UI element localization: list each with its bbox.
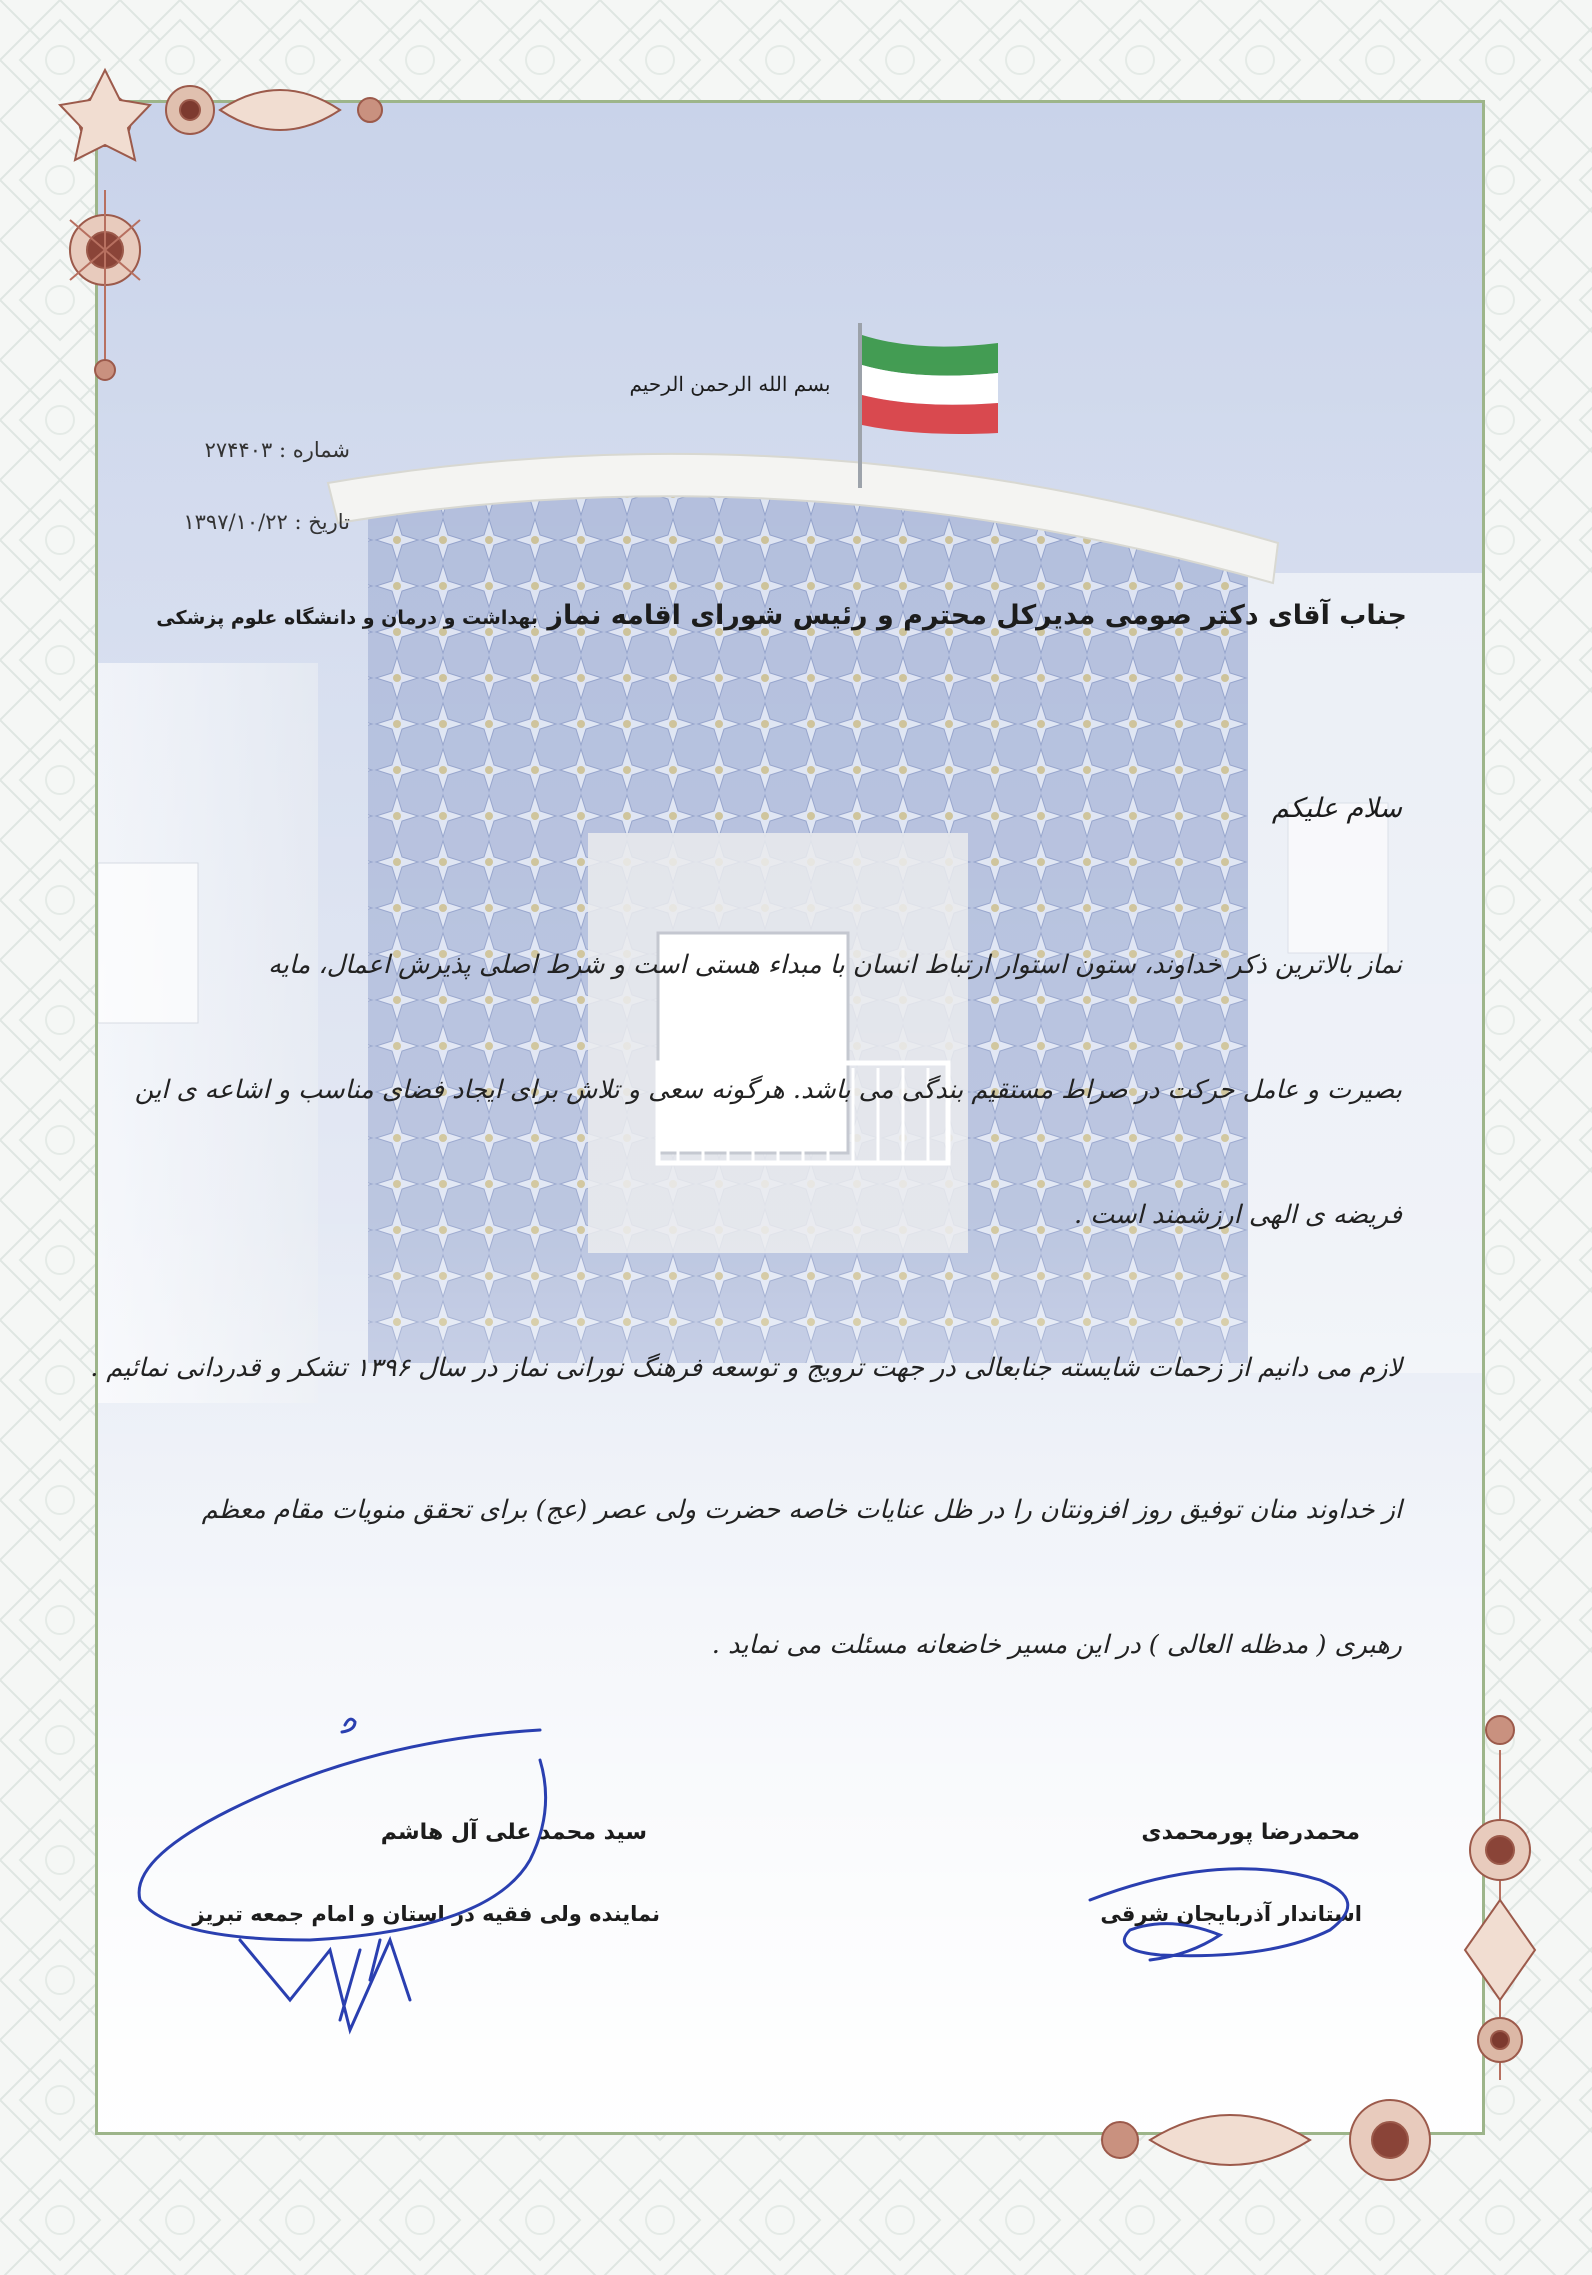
salutation: سلام علیکم xyxy=(1271,793,1402,824)
paragraph-line: نماز بالاترین ذکر خداوند، ستون استوار ارتباط انسان با مبداء هستی است و شرط اصلی پذیرش اعمال، مایه xyxy=(268,950,1402,980)
right-signatory-name: محمدرضا پورمحمدی xyxy=(1141,1820,1360,1845)
ornament-top-icon xyxy=(150,60,410,180)
number-label: شماره : xyxy=(278,438,350,462)
paragraph-line: رهبری ( مدظله العالی ) در این مسیر خاضعانه مسئلت می نماید . xyxy=(711,1630,1402,1660)
date-value: ۱۳۹۷/۱۰/۲۲ xyxy=(183,510,288,534)
ornament-bottom-right-icon xyxy=(1445,1700,1555,2120)
paragraph-line: لازم می دانیم از زحمات شایسته جنابعالی در جهت ترویج و توسعه فرهنگ نورانی نماز در سال ۱۳۹۶ تشکر و قدردانی نمائیم . xyxy=(90,1353,1402,1383)
addressee-main: جناب آقای دکتر صومی مدیرکل محترم و رئیس شورای اقامه نماز xyxy=(547,600,1407,631)
ornament-bottom-icon xyxy=(1060,2070,1500,2210)
basmala-heading: بسم الله الرحمن الرحیم xyxy=(629,372,831,396)
left-signature-icon xyxy=(110,1700,570,2060)
letter-date xyxy=(150,510,350,534)
date-label: تاریخ : xyxy=(294,510,350,534)
addressee-line xyxy=(156,600,1407,631)
letter-number xyxy=(150,438,350,462)
paragraph-line: بصیرت و عامل حرکت در صراط مستقیم بندگی می باشد. هرگونه سعی و تلاش برای ایجاد فضای مناسب و اشاعه ی این xyxy=(134,1075,1402,1105)
right-signatory-title: استاندار آذربایجان شرقی xyxy=(1100,1902,1362,1926)
addressee-organization: بهداشت و درمان و دانشگاه علوم پزشکی xyxy=(156,607,538,629)
left-signatory-name: سید محمد علی آل هاشم xyxy=(380,1820,647,1845)
number-value: ۲۷۴۴۰۳ xyxy=(204,438,273,462)
paragraph-line: از خداوند منان توفیق روز افزونتان را در ظل عنایات خاصه حضرت ولی عصر (عج) برای تحقق منویات مقام معظم xyxy=(201,1495,1402,1525)
paragraph-line: فریضه ی الهی ارزشمند است . xyxy=(1074,1200,1402,1230)
right-signature-icon xyxy=(1070,1860,1370,1980)
left-signatory-title: نماینده ولی فقیه در استان و امام جمعه تبریز xyxy=(192,1902,660,1926)
